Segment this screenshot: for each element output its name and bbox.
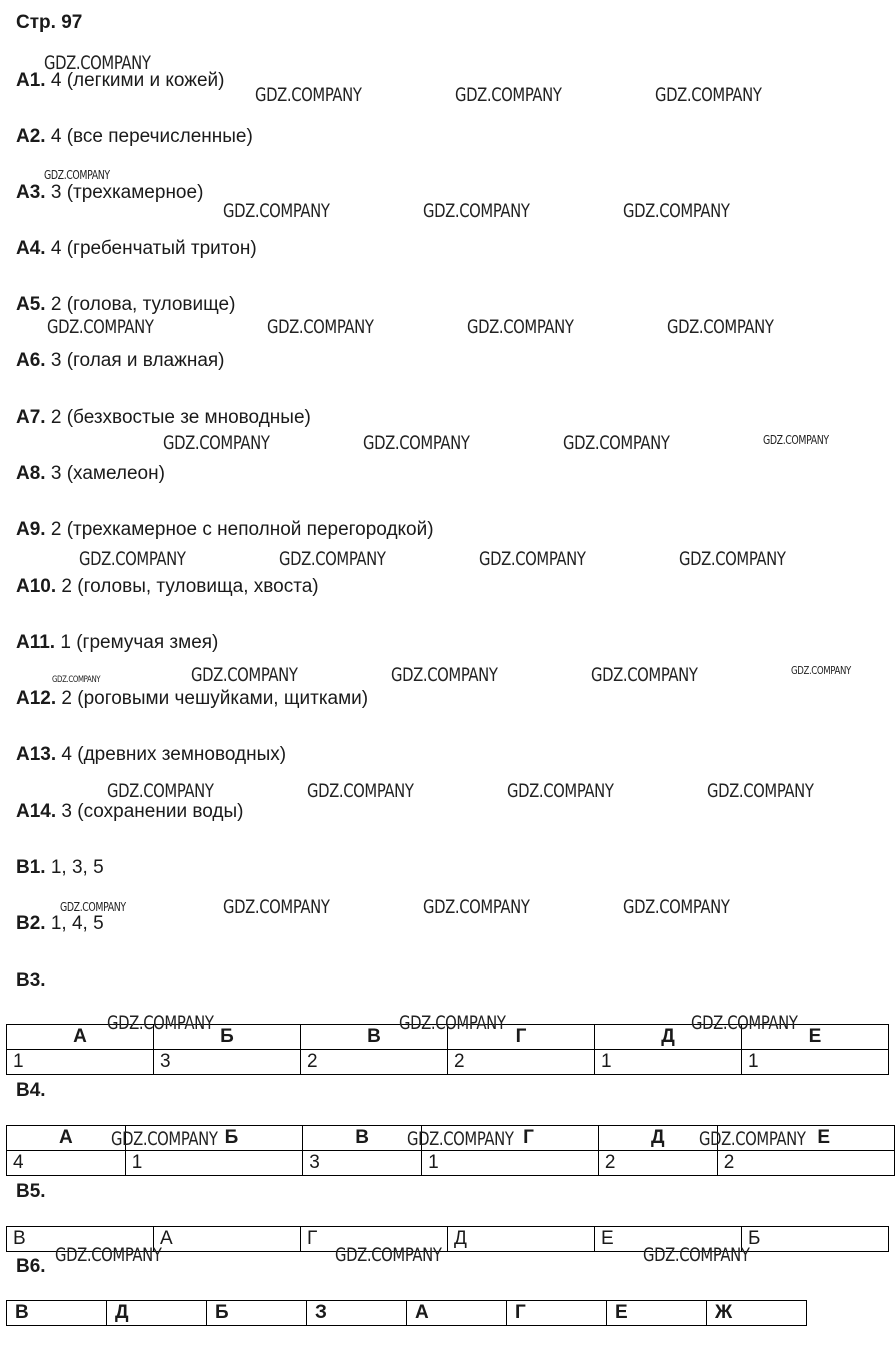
watermark: GDZ.COMPANY xyxy=(79,548,186,570)
answer-a4: A4. 4 (гребенчатый тритон) xyxy=(16,238,257,259)
b3-header: В xyxy=(301,1025,448,1050)
b3-header: Д xyxy=(595,1025,742,1050)
watermark: GDZ.COMPANY xyxy=(623,896,730,918)
watermark: GDZ.COMPANY xyxy=(467,316,574,338)
b3-header: Г xyxy=(448,1025,595,1050)
watermark: GDZ.COMPANY xyxy=(223,200,330,222)
b3-header: Б xyxy=(154,1025,301,1050)
watermark: GDZ.COMPANY xyxy=(423,200,530,222)
watermark: GDZ.COMPANY xyxy=(655,84,762,106)
watermark: GDZ.COMPANY xyxy=(307,780,414,802)
answer-a10: A10. 2 (головы, туловища, хвоста) xyxy=(16,576,319,597)
watermark: GDZ.COMPANY xyxy=(479,548,586,570)
b3-cell: 1 xyxy=(7,1050,154,1075)
b4-cell: 1 xyxy=(422,1151,599,1176)
b5-cell: Д xyxy=(448,1227,595,1252)
watermark: GDZ.COMPANY xyxy=(107,780,214,802)
watermark: GDZ.COMPANY xyxy=(223,896,330,918)
b5-cell: А xyxy=(154,1227,301,1252)
watermark: GDZ.COMPANY xyxy=(335,1244,442,1266)
b4-cell: 2 xyxy=(717,1151,894,1176)
watermark: GDZ.COMPANY xyxy=(643,1244,750,1266)
watermark: GDZ.COMPANY xyxy=(363,432,470,454)
watermark: GDZ.COMPANY xyxy=(107,1012,214,1034)
watermark: GDZ.COMPANY xyxy=(791,664,851,677)
page-title: Стр. 97 xyxy=(16,12,83,33)
answer-a7: A7. 2 (безхвостые зе мноводные) xyxy=(16,407,311,428)
b3-cell: 1 xyxy=(742,1050,889,1075)
b4-header: Б xyxy=(125,1126,302,1151)
answer-b5: B5. xyxy=(16,1181,46,1202)
b3-cell: 2 xyxy=(448,1050,595,1075)
watermark: GDZ.COMPANY xyxy=(563,432,670,454)
b6-cell: А xyxy=(407,1301,507,1326)
watermark: GDZ.COMPANY xyxy=(267,316,374,338)
b5-cell: Б xyxy=(742,1227,889,1252)
watermark: GDZ.COMPANY xyxy=(591,664,698,686)
b4-cell: 1 xyxy=(125,1151,302,1176)
watermark: GDZ.COMPANY xyxy=(44,168,110,182)
watermark: GDZ.COMPANY xyxy=(191,664,298,686)
answer-a1: A1. 4 (легкими и кожей) xyxy=(16,70,225,91)
answer-a12: A12. 2 (роговыми чешуйками, щитками) xyxy=(16,688,369,709)
answer-b4: B4. xyxy=(16,1080,46,1101)
answer-b1: B1. 1, 3, 5 xyxy=(16,857,104,878)
answer-a14: A14. 3 (сохранении воды) xyxy=(16,801,244,822)
watermark: GDZ.COMPANY xyxy=(55,1244,162,1266)
b6-cell: Д xyxy=(107,1301,207,1326)
b4-header: Е xyxy=(717,1126,894,1151)
watermark: GDZ.COMPANY xyxy=(44,52,151,74)
watermark: GDZ.COMPANY xyxy=(391,664,498,686)
b6-cell: Г xyxy=(507,1301,607,1326)
b5-cell: В xyxy=(7,1227,154,1252)
answer-a5: A5. 2 (голова, туловище) xyxy=(16,294,236,315)
answer-a9: A9. 2 (трехкамерное с неполной перегородкой) xyxy=(16,519,434,540)
watermark: GDZ.COMPANY xyxy=(255,84,362,106)
b6-cell: Б xyxy=(207,1301,307,1326)
watermark: GDZ.COMPANY xyxy=(455,84,562,106)
b6-cell: Е xyxy=(607,1301,707,1326)
watermark: GDZ.COMPANY xyxy=(507,780,614,802)
b5-cell: Е xyxy=(595,1227,742,1252)
watermark: GDZ.COMPANY xyxy=(163,432,270,454)
watermark: GDZ.COMPANY xyxy=(667,316,774,338)
answer-a13: A13. 4 (древних земноводных) xyxy=(16,744,287,765)
watermark: GDZ.COMPANY xyxy=(111,1128,218,1150)
b4-header: Г xyxy=(422,1126,599,1151)
b4-cell: 2 xyxy=(598,1151,717,1176)
answer-a8: A8. 3 (хамелеон) xyxy=(16,463,165,484)
answer-b3: B3. xyxy=(16,970,46,991)
watermark: GDZ.COMPANY xyxy=(623,200,730,222)
watermark: GDZ.COMPANY xyxy=(679,548,786,570)
b4-header: В xyxy=(303,1126,422,1151)
watermark: GDZ.COMPANY xyxy=(707,780,814,802)
answer-a6: A6. 3 (голая и влажная) xyxy=(16,350,225,371)
answer-a3: A3. 3 (трехкамерное) xyxy=(16,182,204,203)
watermark: GDZ.COMPANY xyxy=(399,1012,506,1034)
b6-table xyxy=(6,1300,807,1326)
answer-b2: B2. 1, 4, 5 xyxy=(16,913,104,934)
b4-header: А xyxy=(7,1126,126,1151)
watermark: GDZ.COMPANY xyxy=(423,896,530,918)
watermark: GDZ.COMPANY xyxy=(279,548,386,570)
b3-cell: 1 xyxy=(595,1050,742,1075)
b6-cell: Ж xyxy=(707,1301,807,1326)
answer-b6: B6. xyxy=(16,1256,46,1277)
b6-cell: З xyxy=(307,1301,407,1326)
watermark: GDZ.COMPANY xyxy=(763,433,829,447)
watermark: GDZ.COMPANY xyxy=(407,1128,514,1150)
b5-cell: Г xyxy=(301,1227,448,1252)
answer-a2: A2. 4 (все перечисленные) xyxy=(16,126,253,147)
watermark: GDZ.COMPANY xyxy=(47,316,154,338)
watermark: GDZ.COMPANY xyxy=(691,1012,798,1034)
b3-header: Е xyxy=(742,1025,889,1050)
b4-cell: 4 xyxy=(7,1151,126,1176)
watermark: GDZ.COMPANY xyxy=(52,675,101,685)
b4-cell: 3 xyxy=(303,1151,422,1176)
b6-cell: В xyxy=(7,1301,107,1326)
b3-header: А xyxy=(7,1025,154,1050)
watermark: GDZ.COMPANY xyxy=(60,900,126,914)
b4-header: Д xyxy=(598,1126,717,1151)
b3-cell: 3 xyxy=(154,1050,301,1075)
watermark: GDZ.COMPANY xyxy=(699,1128,806,1150)
b3-cell: 2 xyxy=(301,1050,448,1075)
answer-a11: A11. 1 (гремучая змея) xyxy=(16,632,219,653)
